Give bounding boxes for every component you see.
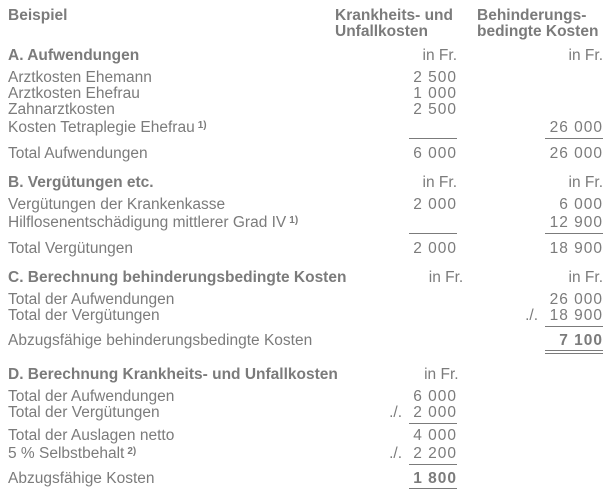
unit-label: in Fr. xyxy=(422,47,457,64)
table-row xyxy=(8,70,603,86)
column-header-line: bedingte Kosten xyxy=(477,23,599,40)
section-heading-row xyxy=(8,270,603,286)
row-label: Arztkosten Ehefrau xyxy=(8,85,140,102)
column-header-line: Unfallkosten xyxy=(335,23,429,40)
amount-value: 26 000 xyxy=(545,120,603,139)
minus-sign: ./. xyxy=(389,404,402,421)
table-row xyxy=(8,428,603,444)
column-header-krankheitskosten xyxy=(335,8,457,40)
row-label xyxy=(8,444,335,462)
section-heading: B. Vergütungen etc. xyxy=(8,174,154,191)
row-label: Vergütungen der Krankenkasse xyxy=(8,196,226,213)
amount-value: 18 900 xyxy=(549,240,603,257)
row-label: Total der Aufwendungen xyxy=(8,291,175,308)
amount-value: 2 000 xyxy=(409,405,457,424)
row-label-text: Kosten Tetraplegie Ehefrau xyxy=(8,119,195,136)
amount-value: 1 000 xyxy=(413,85,457,102)
table-row xyxy=(8,292,603,308)
row-label xyxy=(8,118,335,136)
table-row xyxy=(8,197,603,213)
footnote-marker: 2) xyxy=(127,446,137,457)
minus-sign: ./. xyxy=(525,307,538,324)
amount-value: 4 000 xyxy=(413,427,457,444)
section-heading: A. Aufwendungen xyxy=(8,47,140,64)
section-heading-row xyxy=(8,175,603,191)
unit-label: in Fr. xyxy=(568,269,603,286)
section-heading-row xyxy=(8,48,603,64)
amount-value: 2 500 xyxy=(413,69,457,86)
col2-amount xyxy=(457,292,603,308)
col1-amount xyxy=(335,405,457,424)
table-row xyxy=(8,389,603,405)
table-row xyxy=(8,405,603,424)
column-header-behinderungskosten xyxy=(457,8,603,40)
col1-amount xyxy=(335,428,457,444)
unit-label: in Fr. xyxy=(422,174,457,191)
amount-value: 6 000 xyxy=(559,196,603,213)
row-label: Total der Vergütungen xyxy=(8,404,160,421)
footnote-marker: 1) xyxy=(289,215,299,226)
total-row xyxy=(8,146,603,162)
col1-amount xyxy=(335,241,457,257)
footnote-marker: 1) xyxy=(197,120,207,131)
col1-amount xyxy=(335,215,457,234)
table-row xyxy=(8,86,603,102)
amount-value: 6 000 xyxy=(413,145,457,162)
unit-label: in Fr. xyxy=(424,366,459,383)
amount-value: 6 000 xyxy=(413,388,457,405)
col2-amount xyxy=(457,120,603,139)
amount-value: 12 900 xyxy=(545,215,603,234)
row-label: Abzugsfähige Kosten xyxy=(8,470,155,487)
col2-amount xyxy=(457,241,603,257)
empty-subtotal-line xyxy=(409,215,457,234)
row-label-text: 5 % Selbstbehalt xyxy=(8,445,125,462)
column-header-line: Krankheits- und xyxy=(335,7,453,24)
total-row xyxy=(8,241,603,257)
row-label: Total der Auslagen netto xyxy=(8,427,175,444)
row-label-text: Hilflosenentschädigung mittlerer Grad IV xyxy=(8,214,287,231)
col1-amount xyxy=(335,70,457,86)
unit-label: in Fr. xyxy=(568,47,603,64)
table-title: Beispiel xyxy=(8,7,68,24)
row-label: Total Aufwendungen xyxy=(8,145,148,162)
col1-amount xyxy=(335,146,457,162)
col1-amount xyxy=(335,197,457,213)
amount-value: 2 200 xyxy=(409,446,457,465)
col2-amount xyxy=(457,308,603,327)
minus-sign: ./. xyxy=(389,445,402,462)
table-row xyxy=(8,118,603,139)
col1-amount xyxy=(335,120,457,139)
empty-subtotal-line xyxy=(409,120,457,139)
table-header-row xyxy=(8,8,603,40)
amount-value: 26 000 xyxy=(549,145,603,162)
section-heading-row xyxy=(8,367,603,383)
col1-amount xyxy=(335,471,457,491)
table-row xyxy=(8,102,603,118)
result-value: 7 100 xyxy=(545,333,603,354)
section-heading: D. Berechnung Krankheits- und Unfallkosten xyxy=(8,366,338,383)
table-row xyxy=(8,308,603,327)
unit-label: in Fr. xyxy=(428,269,464,286)
unit-label: in Fr. xyxy=(568,174,603,191)
table-row xyxy=(8,444,603,465)
section-heading: C. Berechnung behinderungsbedingte Kosten xyxy=(8,269,347,286)
col1-amount xyxy=(335,86,457,102)
amount-value: 26 000 xyxy=(549,291,603,308)
col1-amount xyxy=(335,389,457,405)
col1-amount xyxy=(335,446,457,465)
amount-value: 2 000 xyxy=(413,240,457,257)
row-label: Abzugsfähige behinderungsbedingte Kosten xyxy=(8,332,313,349)
row-label: Total der Aufwendungen xyxy=(8,388,175,405)
col2-amount xyxy=(457,333,603,354)
column-header-line: Behinderungs- xyxy=(477,7,587,24)
amount-value: 18 900 xyxy=(545,308,603,327)
row-label: Total Vergütungen xyxy=(8,240,133,257)
result-row xyxy=(8,471,603,491)
result-row xyxy=(8,333,603,354)
col2-amount xyxy=(457,197,603,213)
col1-amount xyxy=(335,102,457,118)
amount-value: 2 000 xyxy=(413,196,457,213)
col2-amount xyxy=(457,146,603,162)
table-row xyxy=(8,213,603,234)
amount-value: 2 500 xyxy=(413,101,457,118)
result-value: 1 800 xyxy=(409,471,457,491)
col2-amount xyxy=(457,215,603,234)
row-label: Arztkosten Ehemann xyxy=(8,69,152,86)
row-label: Total der Vergütungen xyxy=(8,307,160,324)
row-label xyxy=(8,213,335,231)
row-label: Zahnarztkosten xyxy=(8,101,115,118)
